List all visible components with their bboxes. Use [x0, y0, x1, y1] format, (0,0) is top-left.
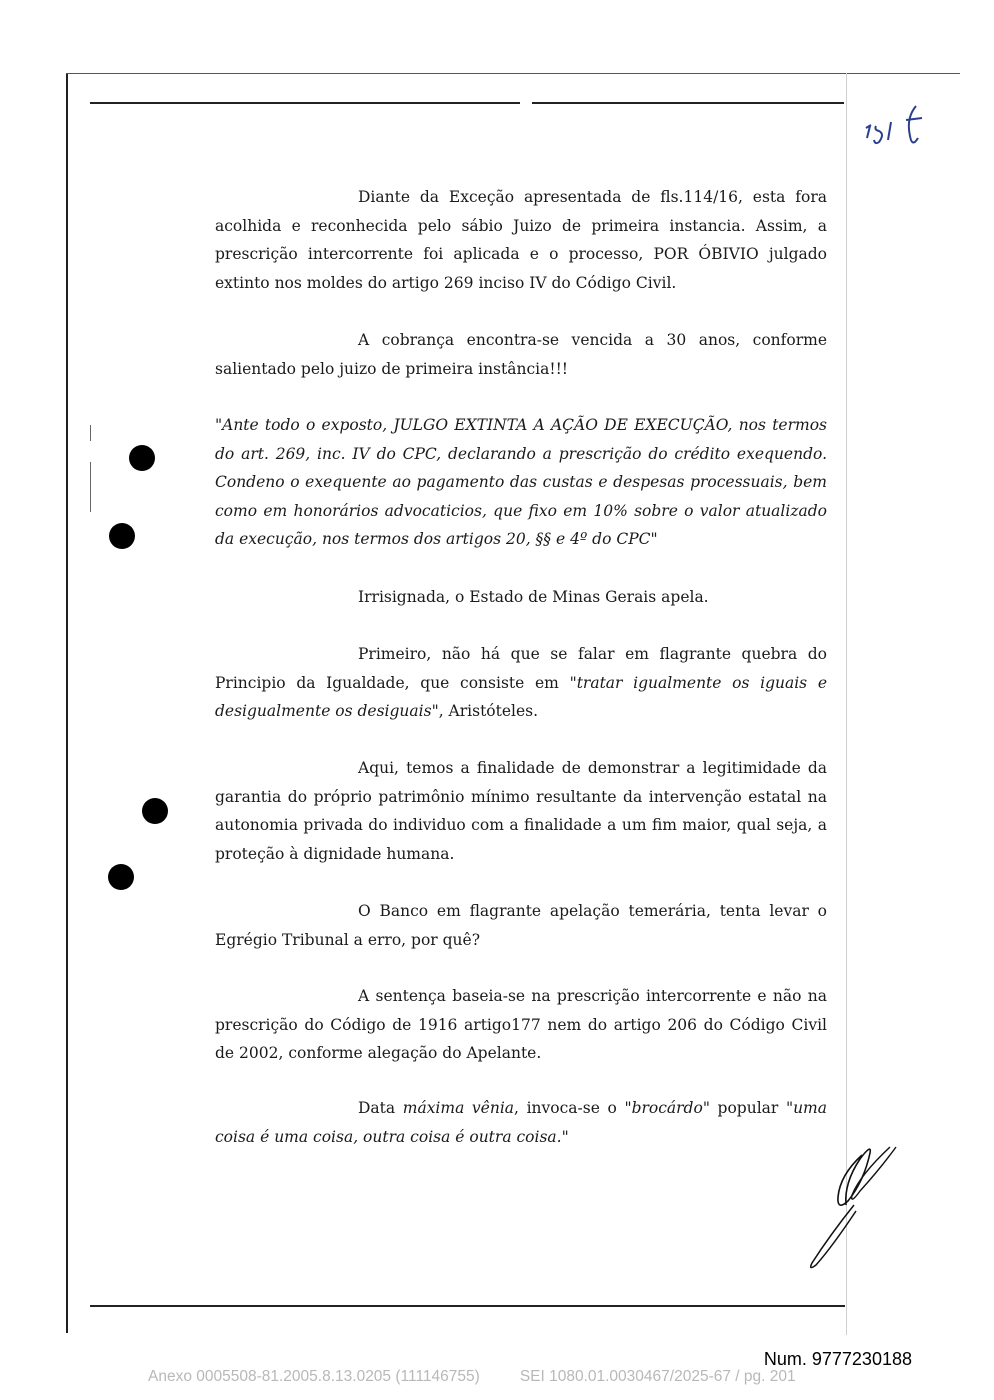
scan-mark [90, 462, 91, 512]
paragraph-text: Irrisignada, o Estado de Minas Gerais apela. [358, 588, 709, 606]
signature-icon [800, 1135, 910, 1275]
popular-saying: "uma coisa é uma coisa, outra coisa é outra coisa." [215, 1099, 827, 1146]
quote-aristotle: "tratar igualmente os iguais e desigualmente os desiguais" [215, 673, 827, 720]
paragraph-text: Aqui, temos a finalidade de demonstrar a legitimidade da garantia do próprio patrimônio mínimo resultante da intervenção estatal na autonomia privada do individuo com a finalidade a um fim maior, qual seja, a proteção à dignidade humana. [215, 759, 827, 863]
punch-hole [109, 523, 135, 549]
sei-reference: SEI 1080.01.0030467/2025-67 / pg. 201 [519, 1368, 796, 1385]
paragraph-text: A cobrança encontra-se vencida a 30 anos, conforme salientado pelo juizo de primeira instância!!! [215, 331, 827, 378]
paragraph-1 [215, 183, 827, 297]
footer-reference [148, 1368, 796, 1386]
paragraph-9 [215, 1094, 827, 1151]
punch-hole [142, 798, 168, 824]
footer-rule [90, 1305, 845, 1307]
paragraph-part: Data [358, 1099, 403, 1117]
handwritten-page-number [862, 98, 932, 158]
paragraph-part: popular [709, 1099, 786, 1117]
latin-phrase: máxima vênia [402, 1099, 515, 1117]
paragraph-6 [215, 754, 827, 868]
punch-hole [108, 864, 134, 890]
paragraph-text: Diante da Exceção apresentada de fls.114/16, esta fora acolhida e reconhecida pelo sábio Juizo de primeira instancia. Assim, a prescrição intercorrente foi aplicada e o processo, POR ÓBIVIO julgado extinto nos moldes do artigo 269 inciso IV do Código Civil. [215, 188, 827, 292]
signature [800, 1135, 910, 1275]
paragraph-8 [215, 982, 827, 1068]
document-number: Num. 9777230188 [763, 1349, 912, 1369]
scan-mark [90, 425, 91, 441]
paragraph-2 [215, 326, 827, 383]
paragraph-part: Primeiro, não há que se falar em flagrante quebra do Principio da Igualdade, que consiste em [215, 645, 827, 692]
paragraph-7 [215, 897, 827, 954]
header-rule-right [532, 102, 844, 104]
paragraph-part: , Aristóteles. [438, 702, 539, 720]
paragraph-text [215, 640, 827, 726]
paragraph-text [215, 1094, 827, 1151]
paragraph-4 [215, 583, 827, 612]
punch-hole [129, 445, 155, 471]
header-rule-left [90, 102, 520, 104]
quoted-sentence [215, 411, 827, 554]
paragraph-5 [215, 640, 827, 726]
page-frame-left [66, 73, 68, 1333]
paragraph-text: A sentença baseia-se na prescrição intercorrente e não na prescrição do Código de 1916 artigo177 nem do artigo 206 do Código Civil de 2002, conforme alegação do Apelante. [215, 987, 827, 1062]
page-frame-top [66, 73, 960, 74]
quote-text: "Ante todo o exposto, JULGO EXTINTA A AÇÃO DE EXECUÇÃO, nos termos do art. 269, inc. IV do CPC, declarando a prescrição do crédito exequendo. Condeno o exequente ao pagamento das custas e despesas processuais, bem como em honorários advocaticios, que fixo em 10% sobre o valor atualizado da execução, nos termos dos artigos 20, §§ e 4º do CPC" [215, 416, 827, 548]
brocardo-term: "brocárdo" [624, 1099, 710, 1117]
paragraph-text: O Banco em flagrante apelação temerária, tenta levar o Egrégio Tribunal a erro, por quê? [215, 902, 827, 949]
paragraph-part: , invoca-se o [514, 1099, 625, 1117]
annex-reference: Anexo 0005508-81.2005.8.13.0205 (111146755) [148, 1368, 480, 1385]
